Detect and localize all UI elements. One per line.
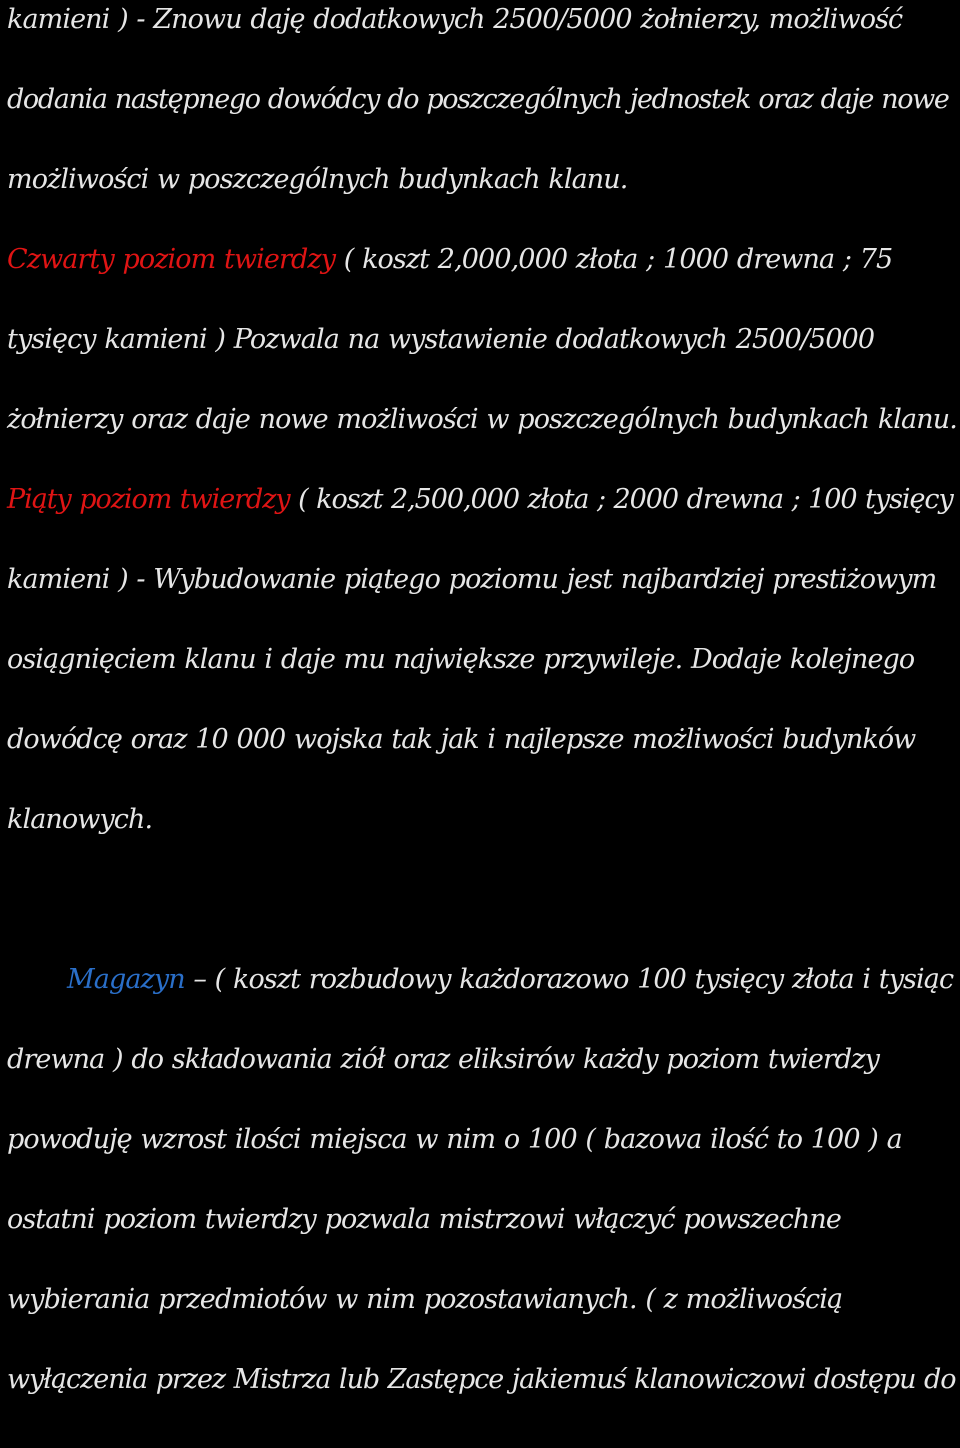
paragraph-level5-first-line bbox=[7, 484, 953, 516]
text-line: klanowych. bbox=[7, 804, 153, 835]
text-line: dowódcę oraz 10 000 wojska tak jak i najlepsze możliwości budynków bbox=[7, 724, 916, 755]
text-line: możliwości w poszczególnych budynkach klanu. bbox=[7, 164, 628, 195]
text-line: kamieni ) - Wybudowanie piątego poziomu jest najbardziej prestiżowym bbox=[7, 564, 937, 595]
magazyn-heading: Magazyn bbox=[67, 964, 185, 995]
level4-heading: Czwarty poziom twierdzy bbox=[7, 244, 336, 275]
text-line: wybierania przedmiotów w nim pozostawianych. ( z możliwością bbox=[7, 1284, 843, 1315]
text-span: ( koszt 2,500,000 złota ; 2000 drewna ; 100 tysięcy bbox=[289, 484, 953, 515]
paragraph-magazyn-first-line bbox=[67, 964, 953, 996]
paragraph-level4-first-line bbox=[7, 244, 892, 276]
text-line: wyłączenia przez Mistrza lub Zastępce jakiemuś klanowiczowi dostępu do bbox=[7, 1364, 956, 1395]
text-line: żołnierzy oraz daje nowe możliwości w poszczególnych budynkach klanu. bbox=[7, 404, 957, 435]
text-span: – ( koszt rozbudowy każdorazowo 100 tysięcy złota i tysiąc bbox=[184, 964, 954, 995]
text-line: dodania następnego dowódcy do poszczególnych jednostek oraz daje nowe bbox=[7, 84, 949, 115]
level5-heading: Piąty poziom twierdzy bbox=[7, 484, 290, 515]
text-line: drewna ) do składowania ziół oraz eliksirów każdy poziom twierdzy bbox=[7, 1044, 879, 1075]
text-line: osiągnięciem klanu i daje mu największe przywileje. Dodaje kolejnego bbox=[7, 644, 915, 675]
text-span: ( koszt 2,000,000 złota ; 1000 drewna ; 75 bbox=[335, 244, 893, 275]
text-line: powoduję wzrost ilości miejsca w nim o 100 ( bazowa ilość to 100 ) a bbox=[7, 1124, 902, 1155]
text-line: ostatni poziom twierdzy pozwala mistrzowi włączyć powszechne bbox=[7, 1204, 841, 1235]
text-line: kamieni ) - Znowu daję dodatkowych 2500/5000 żołnierzy, możliwość bbox=[7, 4, 903, 35]
text-line: tysięcy kamieni ) Pozwala na wystawienie dodatkowych 2500/5000 bbox=[7, 324, 875, 355]
